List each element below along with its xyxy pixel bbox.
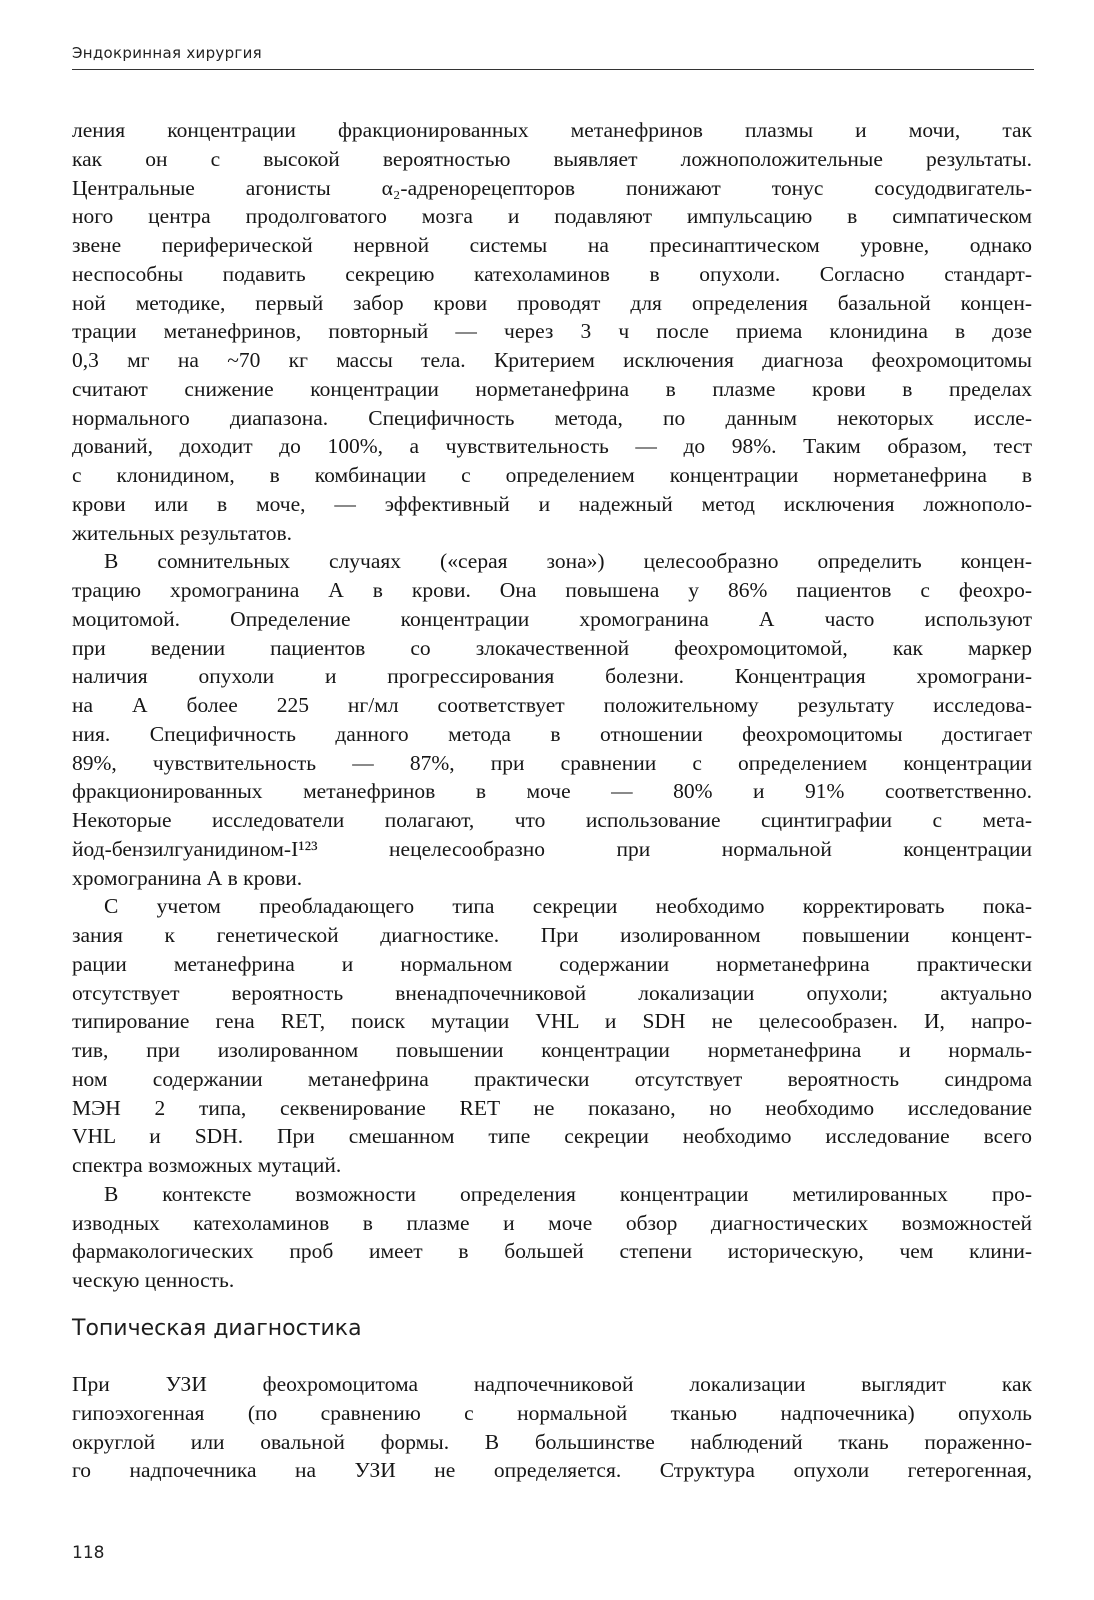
text-line: наличия опухоли и прогрессирования болезни. Концентрация хромогрaни- bbox=[72, 664, 1032, 689]
text-line: В сомнительных случаях («серая зона») целесообразно определить концен- bbox=[104, 549, 1032, 574]
text-line: ния. Специфичность данного метода в отношении феохромоцитомы достигает bbox=[72, 721, 1032, 746]
section-heading: Топическая диагностика bbox=[72, 1316, 362, 1341]
text-line: крови или в моче, — эффективный и надежный метод исключения ложнополо- bbox=[72, 491, 1032, 516]
text-line: МЭН 2 типа, секвенирование RET не показано, но необходимо исследование bbox=[72, 1095, 1032, 1120]
text-line: Центральные агонисты α₂-адренорецепторов понижают тонус сосудодвигатель- bbox=[72, 175, 1032, 200]
text-line: на А более 225 нг/мл соответствует положительному результату исследова- bbox=[72, 693, 1032, 717]
text-line: ном содержании метанефрина практически отсутствует вероятность синдрома bbox=[72, 1066, 1032, 1091]
text-line: трацию хромогранина А в крови. Она повышена у 86% пациентов с феохро- bbox=[72, 578, 1032, 602]
body-text bbox=[72, 116, 1032, 1295]
text-line: 0,3 мг на ~70 кг массы тела. Критерием исключения диагноза феохромоцитомы bbox=[72, 348, 1032, 372]
text-line: трации метанефринов, повторный — через 3 ч после приема клонидина в дозе bbox=[72, 319, 1032, 344]
text-line: фракционированных метанефринов в моче — 80% и 91% соответственно. bbox=[72, 779, 1032, 804]
text-line: В контексте возможности определения концентрации метилированных про- bbox=[104, 1181, 1032, 1206]
text-line: ления концентрации фракционированных метанефринов плазмы и мочи, так bbox=[72, 118, 1032, 142]
text-line: моцитомой. Определение концентрации хромогранина А часто используют bbox=[72, 606, 1032, 631]
text-line: При УЗИ феохромоцитома надпочечниковой локализации выглядит как bbox=[72, 1372, 1032, 1396]
text-line: ной методике, первый забор крови проводят для определения базальной концен- bbox=[72, 290, 1032, 315]
text-line: типирование гена RET, поиск мутации VHL и SDH не целесообразен. И, напро- bbox=[72, 1009, 1032, 1034]
text-line: звене периферической нервной системы на пресинаптическом уровне, однако bbox=[72, 233, 1032, 257]
text-line: 89%, чувствительность — 87%, при сравнении с определением концентрации bbox=[72, 750, 1032, 775]
text-line: нормального диапазона. Специфичность метода, по данным некоторых иссле- bbox=[72, 405, 1032, 430]
header-rule bbox=[72, 69, 1034, 70]
text-line: округлой или овальной формы. В большинстве наблюдений ткань пораженно- bbox=[72, 1429, 1032, 1454]
text-line: неспособны подавить секрецию катехоламинов в опухоли. Согласно стандарт- bbox=[72, 261, 1032, 286]
text-line: го надпочечника на УЗИ не определяется. Структура опухоли гетерогенная, bbox=[72, 1458, 1032, 1483]
text-line: С учетом преобладающего типа секреции необходимо корректировать пока- bbox=[104, 894, 1032, 919]
text-line: Некоторые исследователи полагают, что использование сцинтиграфии с мета- bbox=[72, 808, 1032, 832]
section-body-text bbox=[72, 1370, 1032, 1485]
text-line: дований, доходит до 100%, а чувствительность — до 98%. Таким образом, тест bbox=[72, 434, 1032, 459]
text-line: йод-бензилгуанидином-I¹²³ нецелесообразно при нормальной концентрации bbox=[72, 836, 1032, 861]
text-line: отсутствует вероятность вненадпочечниковой локализации опухоли; актуально bbox=[72, 980, 1032, 1005]
running-head: Эндокринная хирургия bbox=[72, 44, 262, 62]
text-line: гипоэхогенная (по сравнению с нормальной тканью надпочечника) опухоль bbox=[72, 1400, 1032, 1425]
text-line: как он с высокой вероятностью выявляет ложноположительные результаты. bbox=[72, 146, 1032, 171]
text-line: рации метанефрина и нормальном содержании норметанефрина практически bbox=[72, 951, 1032, 976]
text-line: VHL и SDH. При смешанном типе секреции необходимо исследование всего bbox=[72, 1124, 1032, 1149]
text-line: ного центра продолговатого мозга и подавляют импульсацию в симпатическом bbox=[72, 204, 1032, 229]
text-line: при ведении пациентов со злокачественной феохромоцитомой, как маркер bbox=[72, 635, 1032, 660]
text-line: ческую ценность. bbox=[72, 1268, 235, 1292]
text-line: зания к генетической диагностике. При изолированном повышении концент- bbox=[72, 923, 1032, 947]
text-line: жительных результатов. bbox=[72, 520, 293, 545]
text-line: изводных катехоламинов в плазме и моче обзор диагностических возможностей bbox=[72, 1210, 1032, 1235]
text-line: спектра возможных мутаций. bbox=[72, 1153, 342, 1177]
text-line: считают снижение концентрации норметанефрина в плазме крови в пределах bbox=[72, 376, 1032, 401]
page-number: 118 bbox=[72, 1543, 105, 1563]
text-line: хромогранина А в крови. bbox=[72, 865, 303, 890]
text-line: с клонидином, в комбинации с определением концентрации норметанефрина в bbox=[72, 463, 1032, 487]
text-line: фармакологических проб имеет в большей степени историческую, чем клини- bbox=[72, 1239, 1032, 1264]
text-line: тив, при изолированном повышении концентрации норметанефрина и нормаль- bbox=[72, 1038, 1032, 1062]
